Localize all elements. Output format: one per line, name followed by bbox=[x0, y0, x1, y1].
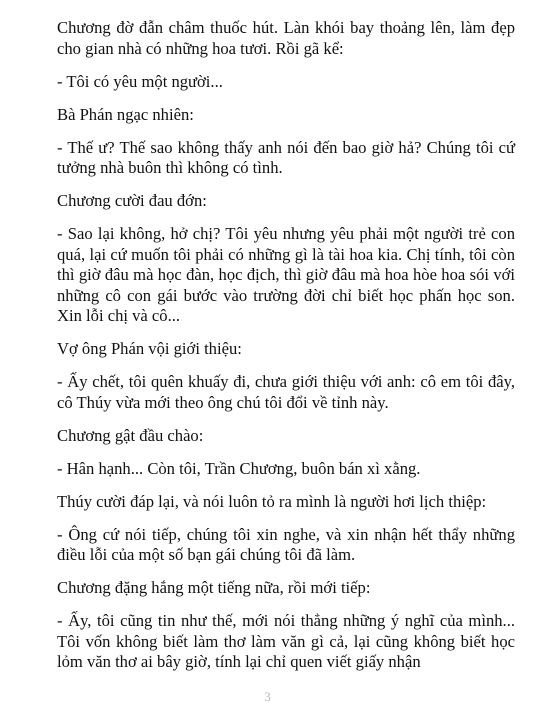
paragraph-3: Bà Phán ngạc nhiên: bbox=[57, 104, 194, 124]
paragraph-5: Chương cười đau đớn: bbox=[57, 191, 207, 210]
paragraph-1: Chương đờ đẫn châm thuốc hút. Làn khói bay thoảng lên, làm đẹp cho gian nhà có những hoa tươi. Rồi gã kể: bbox=[57, 18, 515, 58]
paragraph-6: - Sao lại không, hở chị? Tôi yêu nhưng yêu phải một người trẻ con quá, lại cứ muốn tôi phải có những gì là tài hoa kia. Chị tính, tôi còn thì giờ đâu mà học đàn, học địch, thì giờ đâu mà hoa hòe hoa sói với những cô con gái bước vào trường đời chỉ biết học phấn học son. Xin lỗi chị và cô... bbox=[57, 224, 515, 325]
paragraph-10: - Hân hạnh... Còn tôi, Trần Chương, buôn bán xì xằng. bbox=[57, 458, 421, 478]
paragraph-4: - Thế ư? Thế sao không thấy anh nói đến bao giờ hả? Chúng tôi cứ tưởng nhà buôn thì không có tình. bbox=[57, 137, 515, 177]
paragraph-2: - Tôi có yêu một người... bbox=[57, 71, 223, 91]
paragraph-11: Thúy cười đáp lại, và nói luôn tỏ ra mình là người hơi lịch thiệp: bbox=[57, 491, 487, 511]
paragraph-12: - Ông cứ nói tiếp, chúng tôi xin nghe, và xin nhận hết thẩy những điều lỗi của một số bạn gái chúng tôi đã làm. bbox=[57, 524, 515, 564]
page-number: 3 bbox=[264, 689, 271, 704]
paragraph-7: Vợ ông Phán vội giới thiệu: bbox=[57, 339, 242, 358]
paragraph-8: - Ấy chết, tôi quên khuấy đi, chưa giới thiệu với anh: cô em tôi đây, cô Thúy vừa mới theo ông chú tôi đổi về tỉnh này. bbox=[57, 372, 515, 412]
paragraph-9: Chương gật đầu chào: bbox=[57, 425, 204, 445]
paragraph-14: - Ấy, tôi cũng tin như thế, mới nói thẳng những ý nghĩ của mình... Tôi vốn không biết làm thơ làm văn gì cả, lại cũng không biết học lỏm văn thơ ai bây giờ, tính lại chỉ quen viết giấy nhận bbox=[57, 611, 515, 671]
paragraph-13: Chương đặng hắng một tiếng nữa, rồi mới tiếp: bbox=[57, 578, 371, 597]
